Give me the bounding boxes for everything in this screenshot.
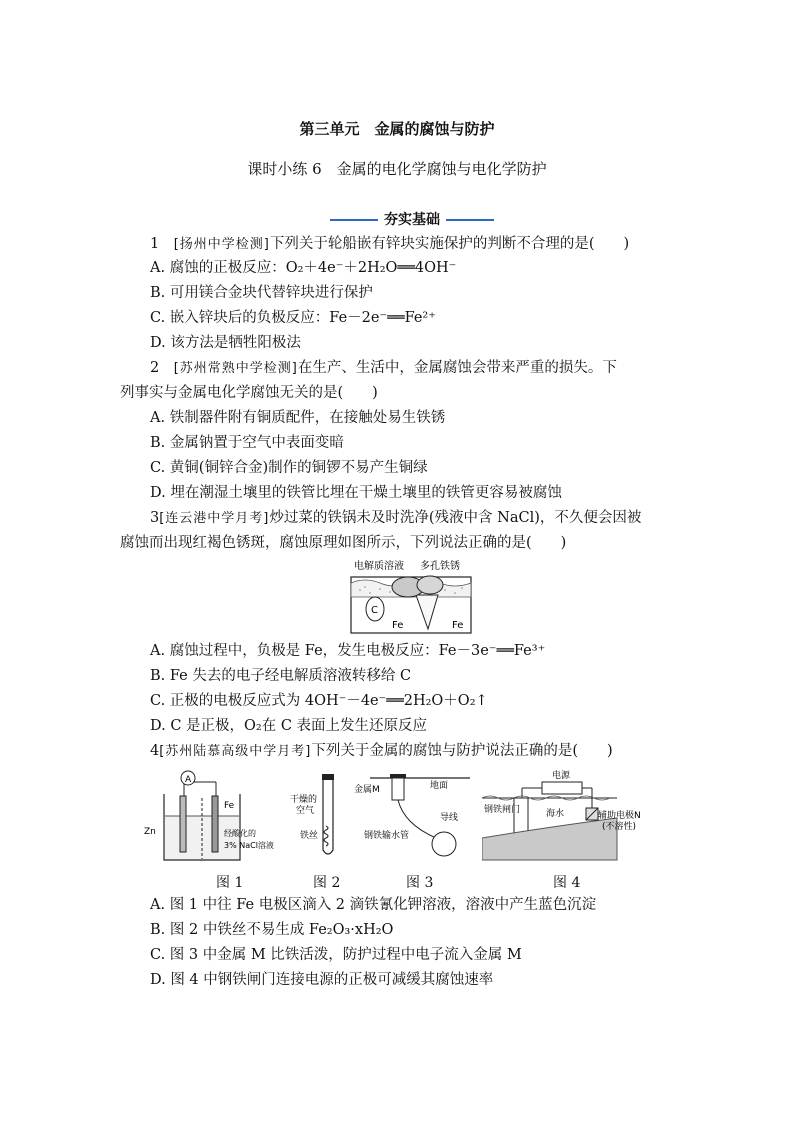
- q1-option-d: D. 该方法是牺牲阳极法: [150, 335, 301, 351]
- zn-electrode-label: Zn: [144, 827, 156, 837]
- question-2-stem: [150, 358, 617, 379]
- q4-figure-3: [350, 768, 470, 864]
- q3-option-a: A. 腐蚀过程中，负极是 Fe，发生电极反应：Fe－3e⁻══Fe³⁺: [150, 643, 546, 659]
- ammeter-label: A: [185, 775, 192, 785]
- pipe-label: 钢铁输水管: [364, 831, 410, 841]
- question-number: 3: [150, 510, 160, 526]
- metal-m-label: 金属M: [354, 785, 380, 795]
- dry-air-label-1: 干燥的: [290, 795, 318, 805]
- question-number: 4: [150, 743, 160, 759]
- q4-option-c: C. 图 3 中金属 M 比铁活泼，防护过程中电子流入金属 M: [150, 947, 522, 963]
- section-header: [330, 210, 494, 230]
- q4-option-a: A. 图 1 中往 Fe 电极区滴入 2 滴铁氰化钾溶液，溶液中产生蓝色沉淀: [150, 897, 597, 913]
- unit-title: 第三单元 金属的腐蚀与防护: [299, 120, 495, 138]
- question-source: [扬州中学检测]: [173, 237, 270, 252]
- q1-option-b: B. 可用镁合金块代替锌块进行保护: [150, 285, 373, 301]
- aux-electrode-label: 辅助电极N: [598, 811, 641, 821]
- q4-figure-1: [140, 768, 290, 864]
- label-fe-right: Fe: [452, 620, 464, 631]
- q4-option-b: B. 图 2 中铁丝不易生成 Fe₂O₃·xH₂O: [150, 922, 394, 938]
- question-number: 2: [150, 360, 160, 376]
- q4-figure-2: [290, 768, 350, 864]
- question-source: [苏州陆慕高级中学月考]: [159, 744, 312, 759]
- q3-option-d: D. C 是正极，O₂在 C 表面上发生还原反应: [150, 718, 428, 734]
- wire-label: 导线: [440, 813, 459, 823]
- question-3-stem-cont: 腐蚀而出现红褐色锈斑，腐蚀原理如图所示，下列说法正确的是( ): [120, 535, 567, 551]
- q2-option-a: A. 铁制器件附有铜质配件，在接触处易生铁锈: [150, 410, 446, 426]
- label-carbon: C: [371, 605, 378, 616]
- question-4-stem: [150, 741, 613, 762]
- question-text: 在生产、生活中，金属腐蚀会带来严重的损失。下: [297, 360, 617, 376]
- q4-figure-4: [482, 768, 652, 864]
- q2-option-b: B. 金属钠置于空气中表面变暗: [150, 435, 344, 451]
- fe-electrode-label: Fe: [224, 801, 235, 811]
- q2-option-d: D. 埋在潮湿土壤里的铁管比埋在干燥土壤里的铁管更容易被腐蚀: [150, 485, 562, 501]
- q1-option-c: C. 嵌入锌块后的负极反应：Fe－2e⁻══Fe²⁺: [150, 310, 436, 326]
- seawater-label: 海水: [546, 809, 565, 819]
- question-source: [连云港中学月考]: [159, 511, 270, 526]
- iron-wire-label: 铁丝: [300, 831, 319, 841]
- question-text: 下列关于金属的腐蚀与防护说法正确的是( ): [311, 743, 613, 759]
- q3-option-c: C. 正极的电极反应式为 4OH⁻－4e⁻══2H₂O＋O₂↑: [150, 693, 488, 709]
- question-source: [苏州常熟中学检测]: [173, 361, 298, 376]
- figure-1-caption: 图 1: [216, 875, 244, 891]
- q1-option-a: A. 腐蚀的正极反应：O₂＋4e⁻＋2H₂O══4OH⁻: [150, 260, 457, 276]
- q4-option-d: D. 图 4 中钢铁闸门连接电源的正极可减缓其腐蚀速率: [150, 972, 494, 988]
- question-text: 炒过菜的铁锅未及时洗净(残液中含 NaCl)，不久便会因被: [269, 510, 642, 526]
- insoluble-label: (不溶性): [602, 822, 637, 832]
- label-porous-rust: 多孔铁锈: [420, 561, 460, 572]
- ground-label: 地面: [430, 781, 449, 791]
- figure-4-caption: 图 4: [553, 875, 581, 891]
- solution-label-1: 经酸化的: [224, 829, 256, 838]
- question-number: 1: [150, 236, 160, 252]
- lesson-title: 课时小练 6 金属的电化学腐蚀与电化学防护: [247, 160, 547, 178]
- label-fe-left: Fe: [392, 620, 404, 631]
- label-electrolyte: 电解质溶液: [354, 561, 404, 572]
- question-3-stem: [150, 508, 641, 529]
- figure-2-caption: 图 2: [313, 875, 341, 891]
- section-label: 夯实基础: [384, 212, 440, 228]
- question-1-stem: [150, 234, 629, 255]
- q2-option-c: C. 黄铜(铜锌合金)制作的铜锣不易产生铜绿: [150, 460, 428, 476]
- dry-air-label-2: 空气: [296, 806, 315, 816]
- question-2-stem-cont: 列事实与金属电化学腐蚀无关的是( ): [120, 385, 378, 401]
- figure-3-caption: 图 3: [406, 875, 434, 891]
- question-text: 下列关于轮船嵌有锌块实施保护的判断不合理的是( ): [269, 236, 630, 252]
- q3-option-b: B. Fe 失去的电子经电解质溶液转移给 C: [150, 668, 412, 684]
- q3-corrosion-figure: [350, 557, 472, 635]
- solution-label-2: 3% NaCl溶液: [224, 841, 274, 850]
- power-label: 电源: [552, 771, 571, 781]
- steel-gate-label: 钢铁闸门: [484, 805, 521, 815]
